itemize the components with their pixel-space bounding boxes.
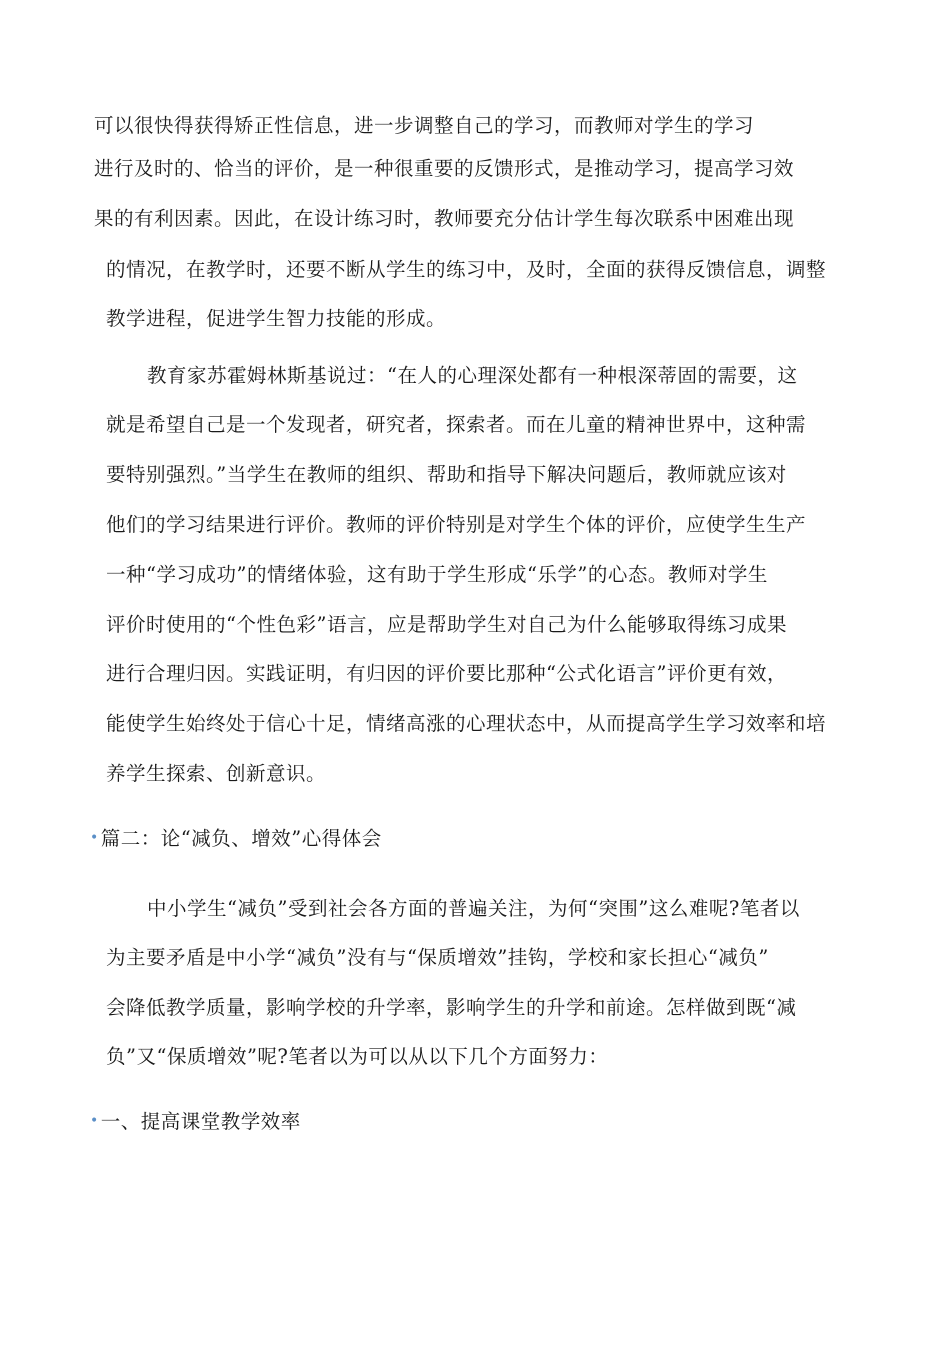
- paragraph-1-line: 的情况，在教学时，还要不断从学生的练习中，及时，全面的获得反馈信息，调整: [106, 258, 827, 281]
- paragraph-3-line: 中小学生“减负”受到社会各方面的普遍关注，为何“突围”这么难呢?笔者以: [147, 897, 800, 920]
- paragraph-1-line: 果的有利因素。因此，在设计练习时，教师要充分估计学生每次联系中困难出现: [94, 207, 795, 230]
- paragraph-2-line: 一种“学习成功”的情绪体验，这有助于学生形成“乐学”的心态。教师对学生: [106, 563, 768, 586]
- paragraph-2-line: 进行合理归因。实践证明，有归因的评价要比那种“公式化语言”评价更有效，: [106, 662, 787, 685]
- bullet-icon: •: [90, 1112, 99, 1129]
- paragraph-3-line: 负”又“保质增效”呢?笔者以为可以从以下几个方面努力：: [106, 1045, 609, 1068]
- paragraph-1-line: 教学进程，促进学生智力技能的形成。: [106, 307, 447, 330]
- paragraph-1-line: 进行及时的、恰当的评价，是一种很重要的反馈形式，是推动学习，提高学习效: [94, 157, 795, 180]
- paragraph-2-line: 要特别强烈。”当学生在教师的组织、帮助和指导下解决问题后，教师就应该对: [106, 463, 787, 486]
- section-heading: [90, 826, 382, 853]
- paragraph-2-line: 养学生探索、创新意识。: [106, 762, 327, 785]
- paragraph-3-line: 为主要矛盾是中小学“减负”没有与“保质增效”挂钩，学校和家长担心“减负”: [106, 946, 769, 969]
- paragraph-2-line: 教育家苏霍姆林斯基说过：“在人的心理深处都有一种根深蒂固的需要，这: [147, 364, 798, 387]
- paragraph-2-line: 他们的学习结果进行评价。教师的评价特别是对学生个体的评价，应使学生生产: [106, 513, 807, 536]
- subsection-heading: [90, 1109, 301, 1136]
- paragraph-1-line: 可以很快得获得矫正性信息，进一步调整自己的学习，而教师对学生的学习: [94, 114, 755, 137]
- bullet-icon: •: [90, 829, 99, 846]
- subsection-heading-text: 一、提高课堂教学效率: [100, 1110, 301, 1133]
- section-heading-text: 篇二：论“减负、增效”心得体会: [100, 827, 382, 850]
- paragraph-2-line: 就是希望自己是一个发现者，研究者，探索者。而在儿童的精神世界中，这种需: [106, 413, 807, 436]
- paragraph-2-line: 评价时使用的“个性色彩”语言，应是帮助学生对自己为什么能够取得练习成果: [106, 613, 787, 636]
- paragraph-2-line: 能使学生始终处于信心十足，情绪高涨的心理状态中，从而提高学生学习效率和培: [106, 712, 827, 735]
- paragraph-3-line: 会降低教学质量，影响学校的升学率，影响学生的升学和前途。怎样做到既“减: [106, 996, 797, 1019]
